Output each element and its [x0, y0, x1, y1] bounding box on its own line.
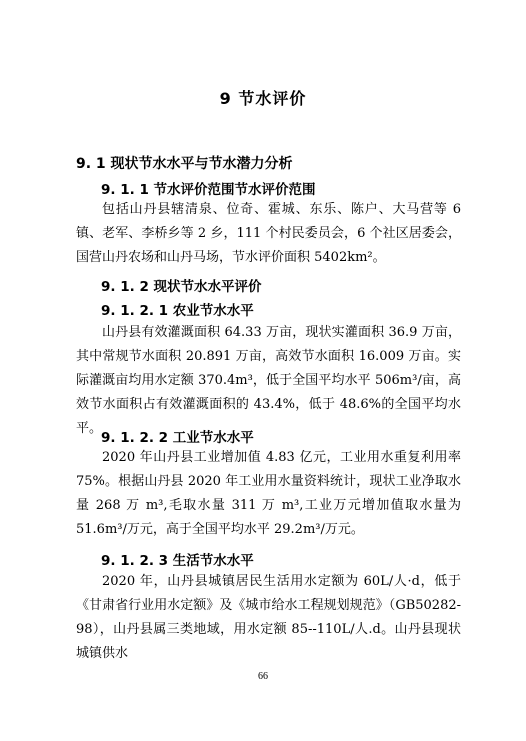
section-heading-9-1-2-3: 9. 1. 2. 3 生活节水水平 [101, 553, 254, 569]
section-heading-9-1: 9. 1 现状节水水平与节水潜力分析 [76, 156, 293, 172]
section-heading-9-1-2-1: 9. 1. 2. 1 农业节水水平 [101, 303, 254, 319]
section-heading-9-1-2-2: 9. 1. 2. 2 工业节水水平 [101, 430, 254, 446]
section-heading-9-1-1: 9. 1. 1 节水评价范围节水评价范围 [101, 182, 316, 198]
paragraph-industry: 2020 年山丹县工业增加值 4.83 亿元，工业用水重复利用率 75%。根据山丹县 2020 年工业用水量资料统计，现状工业净取水量 268 万 m³,毛取水量 311 万 m³,工业万元增加值取水量为 51.6m³/万元，高于全国平均水平 29.2m³/万元。 [76, 450, 461, 537]
chapter-title: 9 节水评价 [219, 89, 307, 108]
page-number: 66 [258, 671, 268, 682]
paragraph-scope: 包括山丹县辖清泉、位奇、霍城、东乐、陈户、大马营等 6 镇、老军、李桥乡等 2 乡，111 个村民委员会，6 个社区居委会，国营山丹农场和山丹马场，节水评价面积 5402km²。 [76, 202, 461, 265]
paragraph-agriculture: 山丹县有效灌溉面积 64.33 万亩，现状实灌面积 36.9 万亩，其中常规节水面积 20.891 万亩，高效节水面积 16.009 万亩。实际灌溉亩均用水定额 370.4m³，低于全国平均水平 506m³/亩，高效节水面积占有效灌溉面积的 43.4%，低于 48.6%的全国平均水平。 [76, 325, 461, 436]
section-heading-9-1-2: 9. 1. 2 现状节水水平评价 [101, 279, 262, 295]
paragraph-domestic: 2020 年，山丹县城镇居民生活用水定额为 60L/人·d，低于《甘肃省行业用水定额》及《城市给水工程规划规范》（GB50282-98），山丹县属三类地域，用水定额 85--110L/人.d。山丹县现状城镇供水 [76, 574, 461, 661]
